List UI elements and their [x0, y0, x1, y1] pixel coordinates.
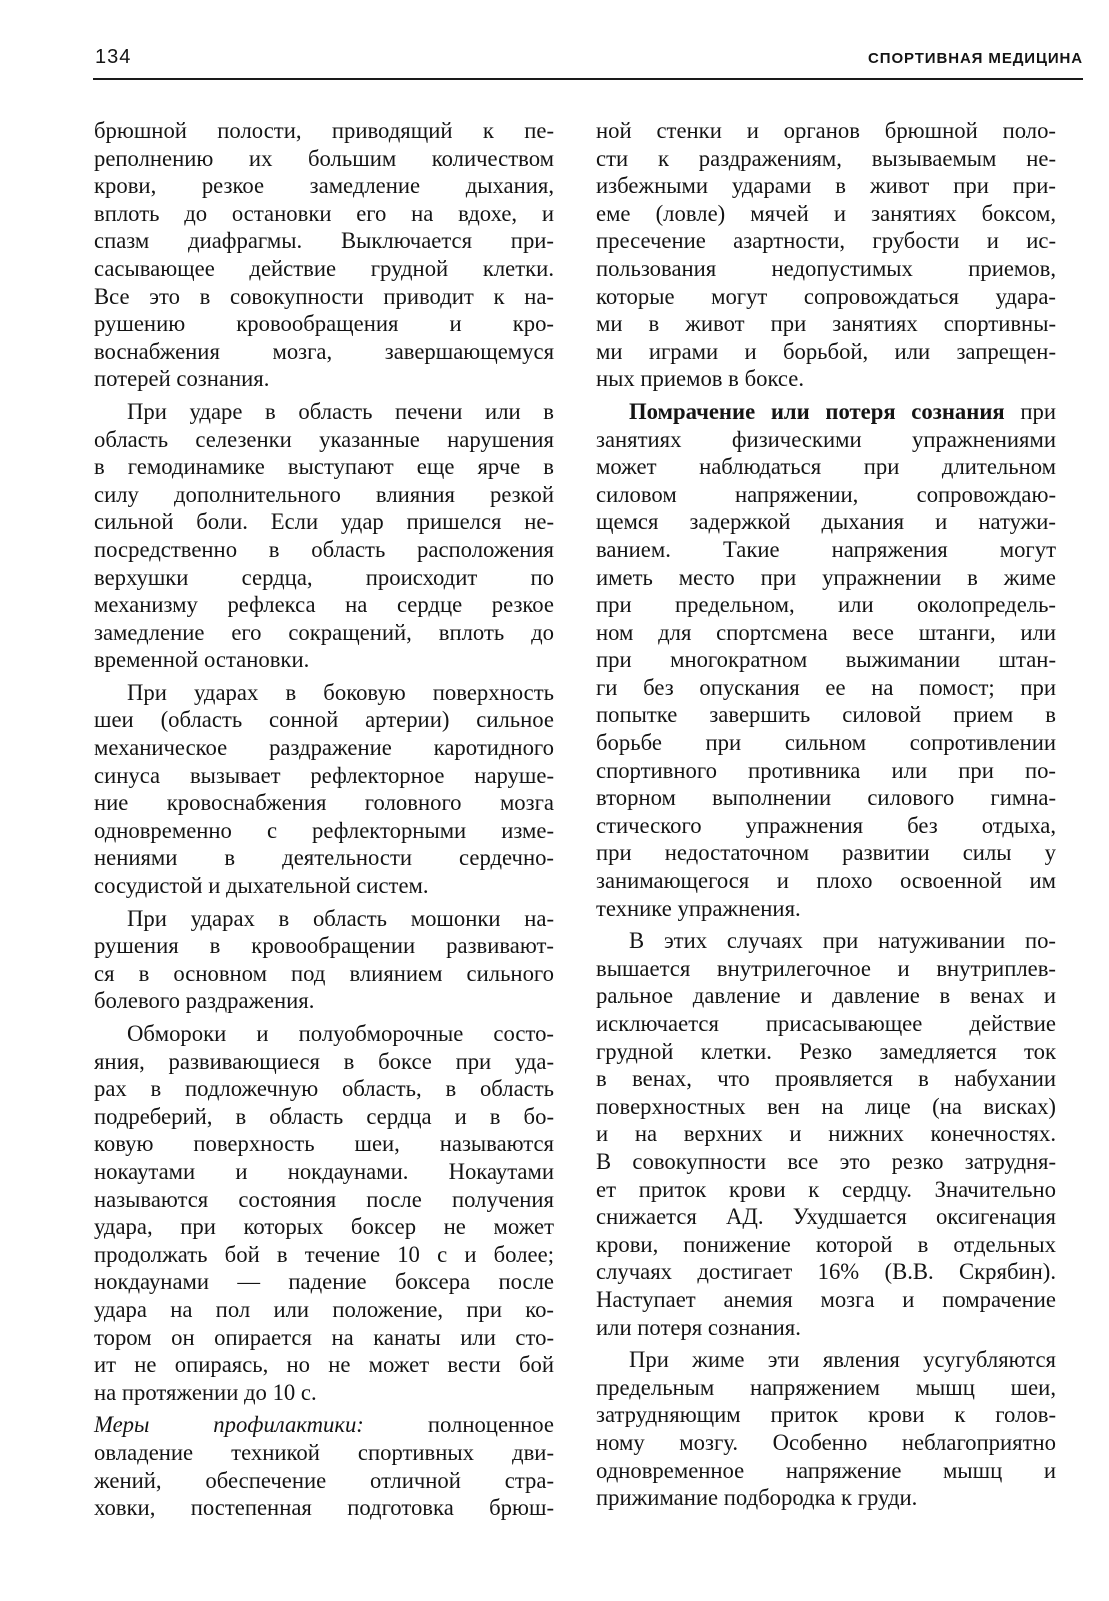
text-line: в гемодинамике выступают еще ярче в: [94, 454, 554, 480]
text-line: нокаутами и нокдаунами. Нокаутами: [94, 1158, 554, 1184]
text-line: сасывающее действие грудной клетки.: [94, 255, 554, 281]
text-line: еме (ловле) мячей и занятиях боксом,: [596, 200, 1056, 226]
text-line: ной стенки и органов брюшной поло-: [596, 118, 1056, 143]
text-line: ному мозгу. Особенно неблагоприятно: [596, 1429, 1056, 1455]
text-line: ми в живот при занятиях спортивны-: [596, 311, 1056, 337]
text-line: верхушки сердца, происходит по: [94, 564, 554, 590]
left-column: [94, 117, 554, 1522]
text-line: борьбе при сильном сопротивлении: [596, 730, 1056, 756]
text-line: ковую поверхность шеи, называются: [94, 1131, 554, 1157]
text-line: одновременное напряжение мышц и: [596, 1457, 1056, 1483]
text-line: брюшной полости, приводящий к пе-: [94, 118, 554, 143]
text-line: потерей сознания.: [94, 366, 270, 392]
text-line: тором он опирается на канаты или сто-: [94, 1324, 554, 1350]
text-line: замедление его сокращений, вплоть до: [94, 619, 554, 645]
text-line: При ударе в область печени или в: [127, 398, 554, 424]
text-line: механизму рефлекса на сердце резкое: [94, 592, 554, 618]
text-line: занимающегося и плохо освоенной им: [596, 868, 1056, 894]
text-line: ит не опираясь, но не может вести бой: [94, 1352, 554, 1378]
text-line: синуса вызывает рефлекторное наруше-: [94, 762, 554, 788]
text-line: продолжать бой в течение 10 с и более;: [94, 1241, 554, 1267]
text-line: вплоть до остановки его на вдохе, и: [94, 200, 554, 226]
text-line: ных приемов в боксе.: [596, 366, 804, 392]
text-line: пресечение азартности, грубости и ис-: [596, 228, 1056, 254]
text-line: ванием. Такие напряжения могут: [596, 536, 1056, 562]
text-line: случаях достигает 16% (В.В. Скрябин).: [596, 1259, 1056, 1285]
text-line: реполнению их большим количеством: [94, 145, 554, 171]
text-line: сосудистой и дыхательной систем.: [94, 873, 429, 899]
text-line: вторном выполнении силового гимна-: [596, 785, 1056, 811]
text-line: подреберий, в область сердца и в бо-: [94, 1103, 554, 1129]
text-line: занятиях физическими упражнениями: [596, 426, 1056, 452]
text-line: избежными ударами в живот при при-: [596, 173, 1056, 199]
text-line: ся в основном под влиянием сильного: [94, 960, 554, 986]
term-continuation: при: [1004, 398, 1056, 424]
text-line: ховки, постепенная подготовка брюш-: [94, 1495, 554, 1521]
text-line: ние кровоснабжения головного мозга: [94, 790, 554, 816]
text-line: В совокупности все это резко затрудня-: [596, 1148, 1056, 1174]
text-line: ги без опускания ее на помост; при: [596, 674, 1056, 700]
page-number: 134: [95, 46, 132, 68]
text-line: спортивного противника или при по-: [596, 757, 1056, 783]
text-line: Обмороки и полуобморочные состо-: [127, 1021, 554, 1046]
text-line: нокдаунами — падение боксера после: [94, 1269, 554, 1295]
text-line: овладение техникой спортивных дви-: [94, 1439, 554, 1465]
text-line: ет приток крови к сердцу. Значительно: [596, 1176, 1056, 1202]
text-line: прижимание подбородка к груди.: [596, 1485, 918, 1511]
text-line: сильной боли. Если удар пришелся не-: [94, 509, 554, 535]
left-column-lines: [94, 117, 554, 1406]
text-line: спазм диафрагмы. Выключается при-: [94, 228, 554, 254]
text-line: или потеря сознания.: [596, 1314, 801, 1340]
text-line: снижается АД. Ухудшается оксигенация: [596, 1204, 1056, 1230]
text-line: исключается присасывающее действие: [596, 1011, 1056, 1036]
text-line: вышается внутрилегочное и внутриплев-: [596, 955, 1056, 981]
text-line: В этих случаях при натуживании по-: [629, 928, 1056, 954]
running-title: СПОРТИВНАЯ МЕДИЦИНА: [868, 50, 1083, 67]
term-heading: Помрачение или потеря сознания: [629, 398, 1005, 424]
text-line: рушению кровообращения и кро-: [94, 311, 554, 337]
text-line: Наступает анемия мозга и помрачение: [596, 1286, 1056, 1312]
text-line: ми играми и борьбой, или запрещен-: [596, 338, 1056, 364]
text-line: рушения в кровообращении развивают-: [94, 933, 554, 959]
text-line: нениями в деятельности сердечно-: [94, 845, 554, 871]
text-line: поверхностных вен на лице (на висках): [596, 1093, 1056, 1119]
text-line: область селезенки указанные нарушения: [94, 426, 554, 452]
text-line: попытке завершить силовой прием в: [596, 702, 1056, 728]
text-line: При жиме эти явления усугубляются: [629, 1347, 1056, 1373]
text-line: предельным напряжением мышц шеи,: [596, 1374, 1056, 1400]
text-line: щемся задержкой дыхания и натужи-: [596, 509, 1056, 535]
text-line: затрудняющим приток крови к голов-: [596, 1402, 1056, 1428]
text-line: и на верхних и нижних конечностях.: [596, 1121, 1056, 1147]
text-line: сти к раздражениям, вызываемым не-: [596, 145, 1056, 171]
text-line: яния, развивающиеся в боксе при уда-: [94, 1048, 554, 1074]
right-column-body: [596, 426, 1056, 1512]
text-line: воснабжения мозга, завершающемуся: [94, 338, 554, 364]
text-line: [94, 1411, 554, 1439]
right-column-lines: [596, 117, 1056, 393]
text-line: при недостаточном развитии силы у: [596, 840, 1056, 866]
text-line: иметь место при упражнении в жиме: [596, 564, 1056, 590]
text-line: При ударах в боковую поверхность: [127, 679, 554, 705]
text-line: которые могут сопровождаться удара-: [596, 283, 1056, 309]
measures-label: Меры профилактики:: [94, 1412, 364, 1438]
text-line: технике упражнения.: [596, 895, 801, 921]
text-line: болевого раздражения.: [94, 988, 315, 1014]
text-line: может наблюдаться при длительном: [596, 454, 1056, 480]
text-line: При ударах в область мошонки на-: [127, 905, 554, 931]
text-line: ральное давление и давление в венах и: [596, 983, 1056, 1009]
text-line: посредственно в область расположения: [94, 536, 554, 562]
text-line: при многократном выжимании штан-: [596, 647, 1056, 673]
text-line: грудной клетки. Резко замедляется ток: [596, 1038, 1056, 1064]
text-line: силовом напряжении, сопровождаю-: [596, 481, 1056, 507]
text-line: жений, обеспечение отличной стра-: [94, 1467, 554, 1493]
text-line: шеи (область сонной артерии) сильное: [94, 707, 554, 733]
text-line: пользования недопустимых приемов,: [596, 255, 1056, 281]
text-line: называются состояния после получения: [94, 1186, 554, 1212]
text-line: удара, при которых боксер не может: [94, 1214, 554, 1240]
text-line: одновременно с рефлекторными изме-: [94, 817, 554, 843]
text-line: удара на пол или положение, при ко-: [94, 1296, 554, 1322]
text-line: крови, резкое замедление дыхания,: [94, 173, 554, 199]
page-header: [93, 42, 1083, 80]
text-line: крови, понижение которой в отдельных: [596, 1231, 1056, 1257]
text-line: Все это в совокупности приводит к на-: [94, 283, 554, 309]
text-line: рах в подложечную область, в область: [94, 1076, 554, 1102]
text-line: при предельном, или околопредель-: [596, 592, 1056, 618]
text-line: стического упражнения без отдыха,: [596, 812, 1056, 838]
text-line: силу дополнительного влияния резкой: [94, 481, 554, 507]
text-line: механическое раздражение каротидного: [94, 735, 554, 761]
measures-text: полноценное: [363, 1412, 554, 1438]
right-column: [596, 117, 1056, 1512]
text-line: [596, 398, 1056, 426]
text-line: на протяжении до 10 с.: [94, 1379, 317, 1405]
text-line: ном для спортсмена весе штанги, или: [596, 619, 1056, 645]
text-line: в венах, что проявляется в набухании: [596, 1066, 1056, 1092]
text-line: временной остановки.: [94, 647, 310, 673]
